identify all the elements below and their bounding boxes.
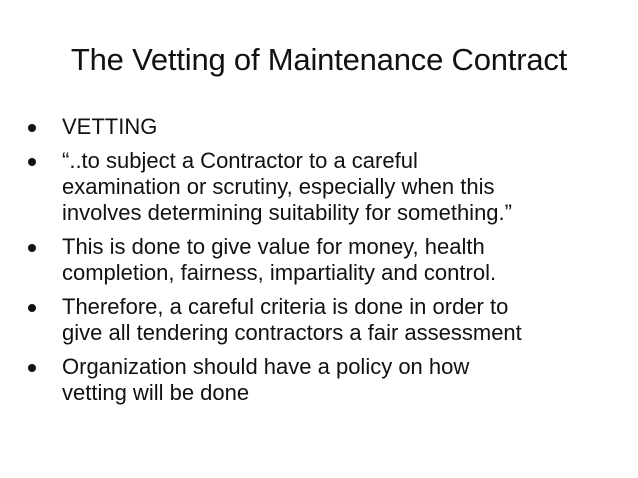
bullet-list bbox=[28, 114, 628, 414]
bullet-item-criteria bbox=[28, 294, 628, 346]
bullet-line: Therefore, a careful criteria is done in order to bbox=[62, 294, 509, 319]
bullet-line: “..to subject a Contractor to a careful bbox=[62, 148, 418, 173]
slide-title: The Vetting of Maintenance Contract bbox=[70, 42, 568, 77]
bullet-line: This is done to give value for money, health bbox=[62, 234, 485, 259]
bullet-dot-icon bbox=[28, 124, 36, 132]
bullet-item-policy bbox=[28, 354, 628, 406]
bullet-dot-icon bbox=[28, 304, 36, 312]
bullet-dot-icon bbox=[28, 244, 36, 252]
bullet-line: give all tendering contractors a fair assessment bbox=[62, 320, 522, 345]
bullet-line: Organization should have a policy on how bbox=[62, 354, 470, 379]
bullet-dot-icon bbox=[28, 364, 36, 372]
bullet-line: examination or scrutiny, especially when this bbox=[62, 174, 495, 199]
bullet-line: vetting will be done bbox=[62, 380, 250, 405]
bullet-item-definition bbox=[28, 148, 628, 226]
bullet-line: VETTING bbox=[62, 114, 158, 139]
bullet-item-purpose bbox=[28, 234, 628, 286]
bullet-dot-icon bbox=[28, 158, 36, 166]
bullet-item-vetting bbox=[28, 114, 628, 140]
bullet-line: involves determining suitability for something.” bbox=[62, 200, 512, 225]
bullet-line: completion, fairness, impartiality and control. bbox=[62, 260, 497, 285]
